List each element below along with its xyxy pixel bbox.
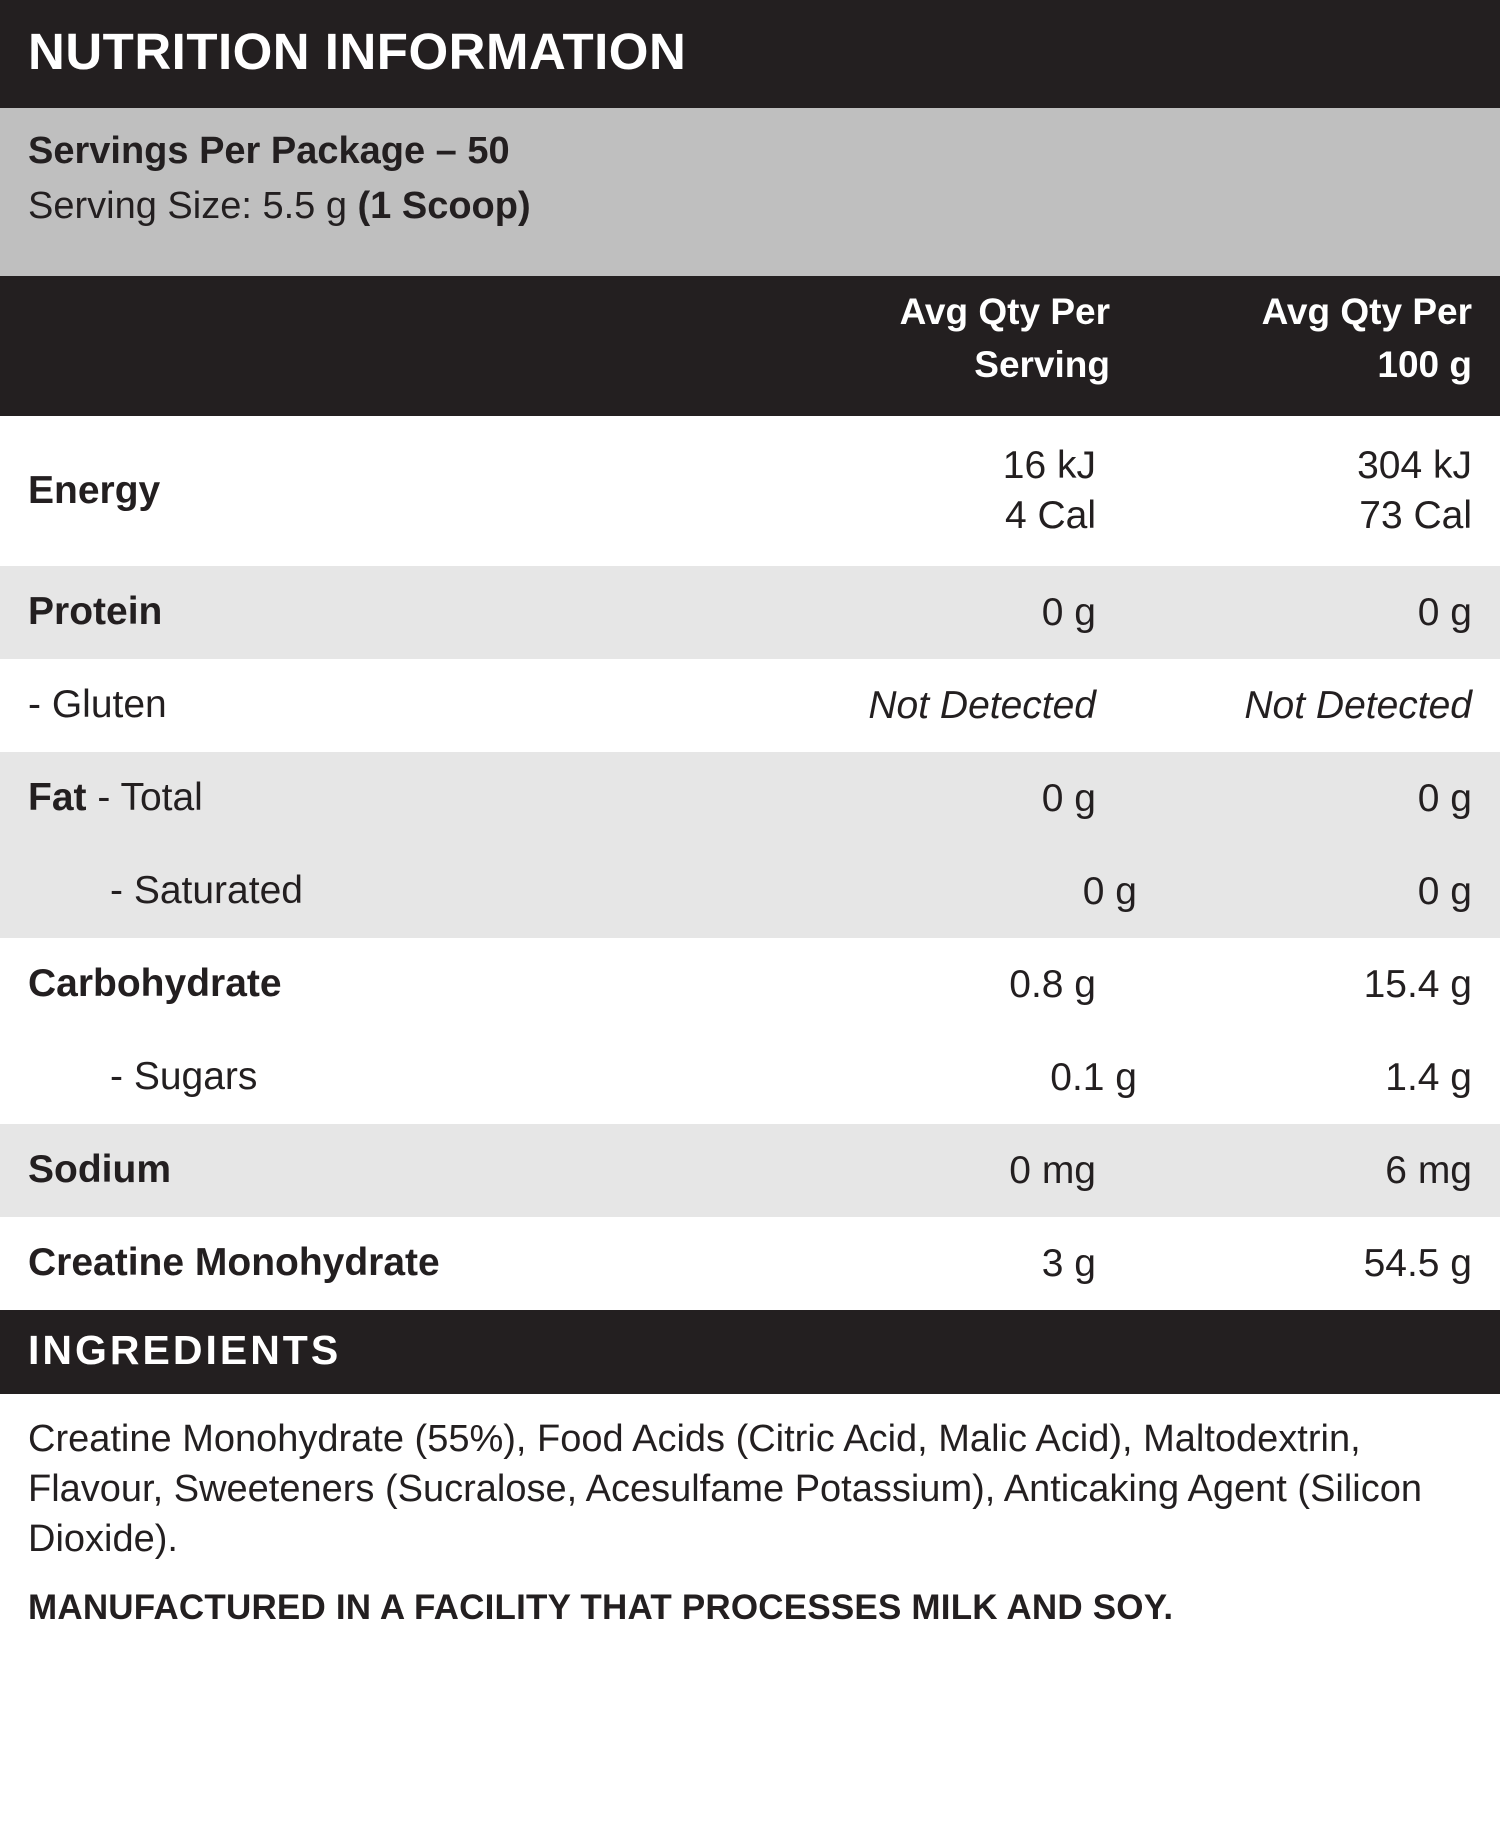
row-label-rest: - Total	[86, 776, 203, 820]
row-label	[28, 468, 720, 515]
row-value-serving: 0 mg	[1009, 1148, 1096, 1192]
column-header-100g-line2: 100 g	[1377, 343, 1472, 385]
nutrient-table	[0, 416, 1500, 1310]
row-value-serving: 0 g	[1041, 776, 1096, 820]
row-value-serving: Not Detected	[868, 683, 1096, 727]
table-row	[0, 1124, 1500, 1217]
row-value-100g: 0 g	[1417, 590, 1472, 634]
row-value-serving: 0 g	[1041, 590, 1096, 634]
servings-per-package: Servings Per Package – 50	[28, 130, 510, 172]
column-header-spacer	[28, 286, 748, 402]
row-label-bold: Carbohydrate	[28, 962, 282, 1006]
ingredients-heading-label: INGREDIENTS	[28, 1326, 342, 1373]
row-label	[28, 1240, 720, 1287]
table-row	[0, 752, 1500, 845]
row-value-serving-line1: 16 kJ	[1002, 444, 1096, 488]
row-label-rest: - Sugars	[110, 1055, 258, 1099]
table-column-header	[0, 276, 1500, 416]
row-label-bold: Sodium	[28, 1148, 171, 1192]
allergen-statement: MANUFACTURED IN A FACILITY THAT PROCESSES MILK AND SOY.	[28, 1588, 1174, 1628]
column-header-serving-line2: Serving	[974, 343, 1110, 385]
table-row	[0, 416, 1500, 566]
table-row	[0, 938, 1500, 1031]
row-value-serving: 0.1 g	[1050, 1055, 1137, 1099]
row-label-bold: Protein	[28, 590, 163, 634]
serving-size	[28, 179, 1472, 234]
row-label	[28, 1054, 802, 1101]
nutrition-title-bar	[0, 0, 1500, 108]
row-value-100g: Not Detected	[1244, 683, 1472, 727]
row-value-100g: 54.5 g	[1363, 1241, 1472, 1285]
row-value-100g-line2: 73 Cal	[1359, 494, 1472, 537]
row-label-rest: - Gluten	[28, 683, 167, 727]
table-row	[0, 1031, 1500, 1124]
row-value-100g-line1: 304 kJ	[1357, 444, 1472, 488]
row-value-serving: 0 g	[1082, 869, 1137, 913]
column-header-100g	[1110, 286, 1472, 402]
table-row	[0, 566, 1500, 659]
row-value-100g: 1.4 g	[1385, 1055, 1472, 1099]
table-row	[0, 845, 1500, 938]
page-title: NUTRITION INFORMATION	[28, 22, 687, 80]
serving-size-text: Serving Size: 5.5 g	[28, 185, 358, 228]
row-label	[28, 961, 720, 1008]
row-label-rest: - Saturated	[110, 869, 303, 913]
row-value-100g: 0 g	[1417, 869, 1472, 913]
row-value-serving	[720, 441, 1096, 541]
row-label	[28, 775, 720, 822]
column-header-serving	[748, 286, 1110, 402]
row-label-bold: Fat	[28, 776, 87, 820]
row-value-100g	[1096, 441, 1472, 541]
servings-band	[0, 108, 1500, 276]
table-row	[0, 659, 1500, 752]
ingredients-body	[0, 1394, 1500, 1630]
column-header-serving-line1: Avg Qty Per	[899, 291, 1110, 332]
row-label-bold: Energy	[28, 468, 161, 512]
row-label	[28, 868, 802, 915]
serving-size-scoop: (1 Scoop)	[357, 185, 531, 228]
column-header-100g-line1: Avg Qty Per	[1261, 291, 1472, 332]
row-label	[28, 1147, 720, 1194]
ingredients-text: Creatine Monohydrate (55%), Food Acids (Citric Acid, Malic Acid), Maltodextrin, Flavour, Sweeteners (Sucralose, Acesulfame Potassium), Anticaking Agent (Silicon Dioxide).	[28, 1418, 1423, 1561]
row-value-100g: 0 g	[1417, 776, 1472, 820]
row-value-serving: 3 g	[1041, 1241, 1096, 1285]
table-row	[0, 1217, 1500, 1310]
row-value-100g: 15.4 g	[1363, 962, 1472, 1006]
ingredients-heading	[0, 1310, 1500, 1394]
row-value-100g: 6 mg	[1385, 1148, 1472, 1192]
row-value-serving: 0.8 g	[1009, 962, 1096, 1006]
row-label-bold: Creatine Monohydrate	[28, 1241, 440, 1285]
row-label	[28, 682, 720, 729]
row-value-serving-line2: 4 Cal	[1004, 494, 1096, 537]
row-label	[28, 589, 720, 636]
